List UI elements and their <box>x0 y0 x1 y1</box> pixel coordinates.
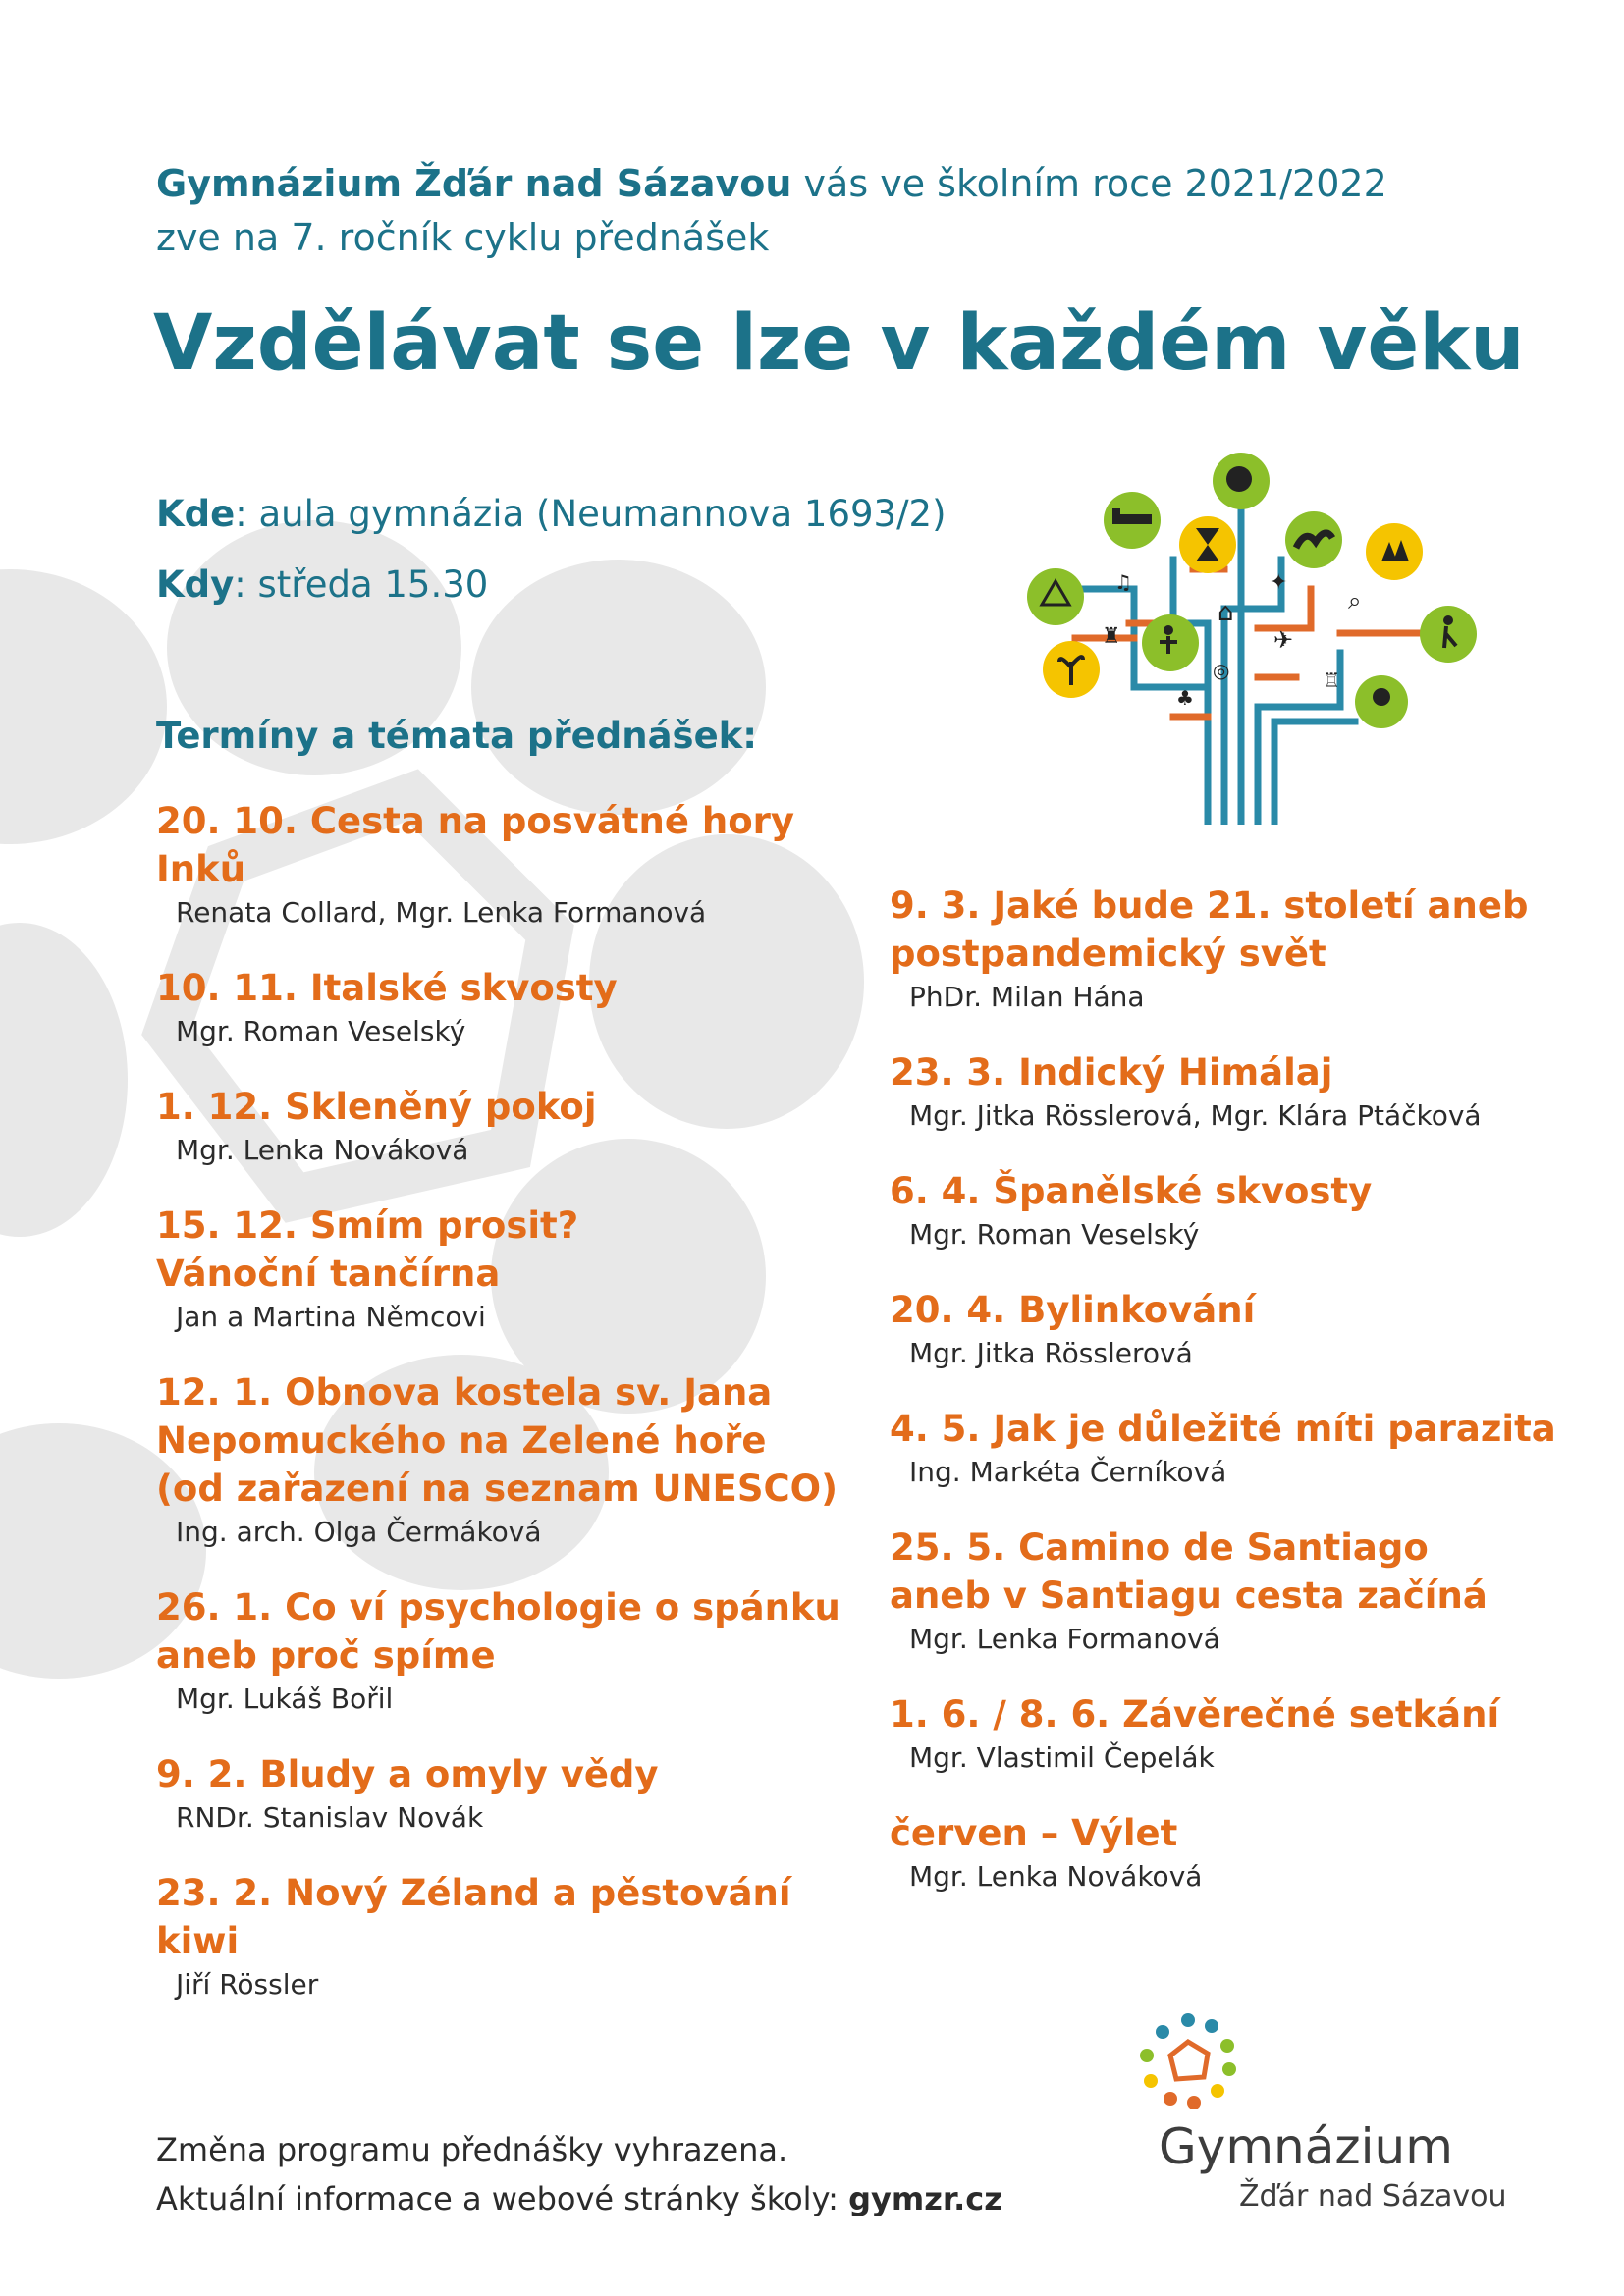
time-label: Kdy <box>156 563 235 606</box>
airplane-icon: ✈ <box>1273 626 1294 654</box>
museum-icon: ⌂ <box>1218 598 1234 627</box>
lecture-speaker: Mgr. Lukáš Bořil <box>176 1682 394 1715</box>
lecture-speaker: Mgr. Vlastimil Čepelák <box>909 1741 1215 1774</box>
logo-name: Gymnázium <box>1159 2118 1453 2175</box>
lecture-list-left <box>156 797 843 2004</box>
lecture-item <box>156 964 843 1051</box>
lecture-item <box>156 1583 843 1719</box>
lecture-speaker: Ing. Markéta Černíková <box>909 1456 1227 1488</box>
lecture-title: 12. 1. Obnova kostela sv. Jana Nepomuckého na Zelené hoře (od zařazení na seznam UNESCO) <box>156 1371 838 1510</box>
hourglass-icon <box>1179 516 1236 573</box>
lecture-speaker: RNDr. Stanislav Novák <box>176 1801 484 1834</box>
lecture-title: 25. 5. Camino de Santiago aneb v Santiagu cesta začíná <box>890 1526 1488 1617</box>
lecture-item <box>156 797 843 933</box>
lecture-item <box>890 881 1577 1017</box>
lecture-speaker: Mgr. Jitka Rösslerová <box>909 1337 1193 1369</box>
lecture-title: 20. 10. Cesta na posvátné hory Inků <box>156 800 794 890</box>
lecture-item <box>156 1750 843 1838</box>
schedule-heading: Termíny a témata přednášek: <box>156 715 758 757</box>
footer-text: Aktuální informace a webové stránky školy: <box>156 2180 849 2217</box>
lecture-speaker: Ing. arch. Olga Čermáková <box>176 1516 542 1548</box>
time-value: : středa 15.30 <box>234 563 489 606</box>
lecture-title: 9. 2. Bludy a omyly vědy <box>156 1753 659 1795</box>
lecture-speaker: Jiří Rössler <box>176 1968 319 2001</box>
lecture-title: 1. 12. Skleněný pokoj <box>156 1086 597 1128</box>
lecture-speaker: Jan a Martina Němcovi <box>176 1301 486 1333</box>
lecture-title: 23. 3. Indický Himálaj <box>890 1051 1333 1094</box>
explorer-icon <box>1355 675 1408 728</box>
lecture-item <box>156 1869 843 2004</box>
puzzle-icon: ✦ <box>1270 570 1288 595</box>
lecture-title: 6. 4. Španělské skvosty <box>890 1170 1373 1212</box>
lecture-title: 10. 11. Italské skvosty <box>156 967 618 1009</box>
knowledge-tree-illustration <box>1016 452 1488 825</box>
lecture-item <box>156 1368 843 1552</box>
footer-line1: Změna programu přednášky vyhrazena. <box>156 2131 788 2168</box>
intro-line2: zve na 7. ročník cyklu přednášek <box>156 216 770 259</box>
lecture-speaker: Mgr. Roman Veselský <box>176 1015 466 1047</box>
website-link[interactable]: gymzr.cz <box>848 2180 1002 2217</box>
lecture-item <box>890 1286 1577 1373</box>
logo-subtitle: Žďár nad Sázavou <box>1239 2179 1507 2214</box>
head-gears-icon <box>1213 453 1270 509</box>
lecture-speaker: Mgr. Roman Veselský <box>909 1218 1200 1251</box>
globe-icon: ◎ <box>1213 659 1230 682</box>
lecture-title: 15. 12. Smím prosit? Vánoční tančírna <box>156 1204 579 1295</box>
lecture-title: 26. 1. Co ví psychologie o spánku aneb proč spíme <box>156 1586 840 1677</box>
intro-text <box>156 157 1387 265</box>
seedling-icon <box>1043 641 1100 698</box>
palm-icon: ♣ <box>1176 686 1194 710</box>
venue-value: : aula gymnázia (Neumannova 1693/2) <box>235 493 947 535</box>
school-name: Gymnázium Žďár nad Sázavou <box>156 162 792 205</box>
school-logo-icon <box>1139 2012 1237 2110</box>
intro-line1: vás ve školním roce 2021/2022 <box>791 162 1387 205</box>
lecture-speaker: Mgr. Lenka Nováková <box>909 1860 1203 1893</box>
lecture-item <box>156 1083 843 1170</box>
lecture-item <box>890 1809 1577 1896</box>
lecture-item <box>890 1405 1577 1492</box>
castle-icon: ♜ <box>1102 624 1121 649</box>
magnifier-icon: ⌕ <box>1348 587 1362 614</box>
lecture-item <box>890 1167 1577 1255</box>
lecture-speaker: Mgr. Lenka Formanová <box>909 1623 1220 1655</box>
lighthouse-icon: ♖ <box>1323 668 1340 692</box>
bed-icon <box>1104 492 1161 549</box>
lecture-speaker: Renata Collard, Mgr. Lenka Formanová <box>176 896 707 929</box>
page-title: Vzdělávat se lze v každém věku <box>153 299 1525 388</box>
footer-line2 <box>156 2174 1002 2223</box>
recycle-icon <box>1027 568 1084 625</box>
lecture-speaker: Mgr. Jitka Rösslerová, Mgr. Klára Ptáčková <box>909 1099 1482 1132</box>
caterpillar-icon <box>1285 511 1342 568</box>
forest-icon <box>1366 523 1423 580</box>
lecture-title: červen – Výlet <box>890 1812 1178 1854</box>
time-info <box>156 563 488 606</box>
lecture-speaker: PhDr. Milan Hána <box>909 981 1145 1013</box>
hiker-icon <box>1420 606 1477 663</box>
music-note-icon: ♫ <box>1114 570 1132 594</box>
lecture-item <box>890 1523 1577 1659</box>
lecture-item <box>890 1048 1577 1136</box>
lecture-item <box>890 1690 1577 1778</box>
music-person-icon <box>1142 614 1199 671</box>
venue-label: Kde <box>156 493 236 535</box>
lecture-item <box>156 1201 843 1337</box>
lecture-title: 23. 2. Nový Zéland a pěstování kiwi <box>156 1872 791 1962</box>
lecture-title: 1. 6. / 8. 6. Závěrečné setkání <box>890 1693 1500 1735</box>
lecture-list-right <box>890 881 1577 1896</box>
venue-info <box>156 493 947 535</box>
lecture-speaker: Mgr. Lenka Nováková <box>176 1134 469 1166</box>
footer-note <box>156 2125 1002 2223</box>
lecture-title: 4. 5. Jak je důležité míti parazita <box>890 1408 1556 1450</box>
lecture-title: 20. 4. Bylinkování <box>890 1289 1256 1331</box>
lecture-title: 9. 3. Jaké bude 21. století aneb postpandemický svět <box>890 884 1529 975</box>
